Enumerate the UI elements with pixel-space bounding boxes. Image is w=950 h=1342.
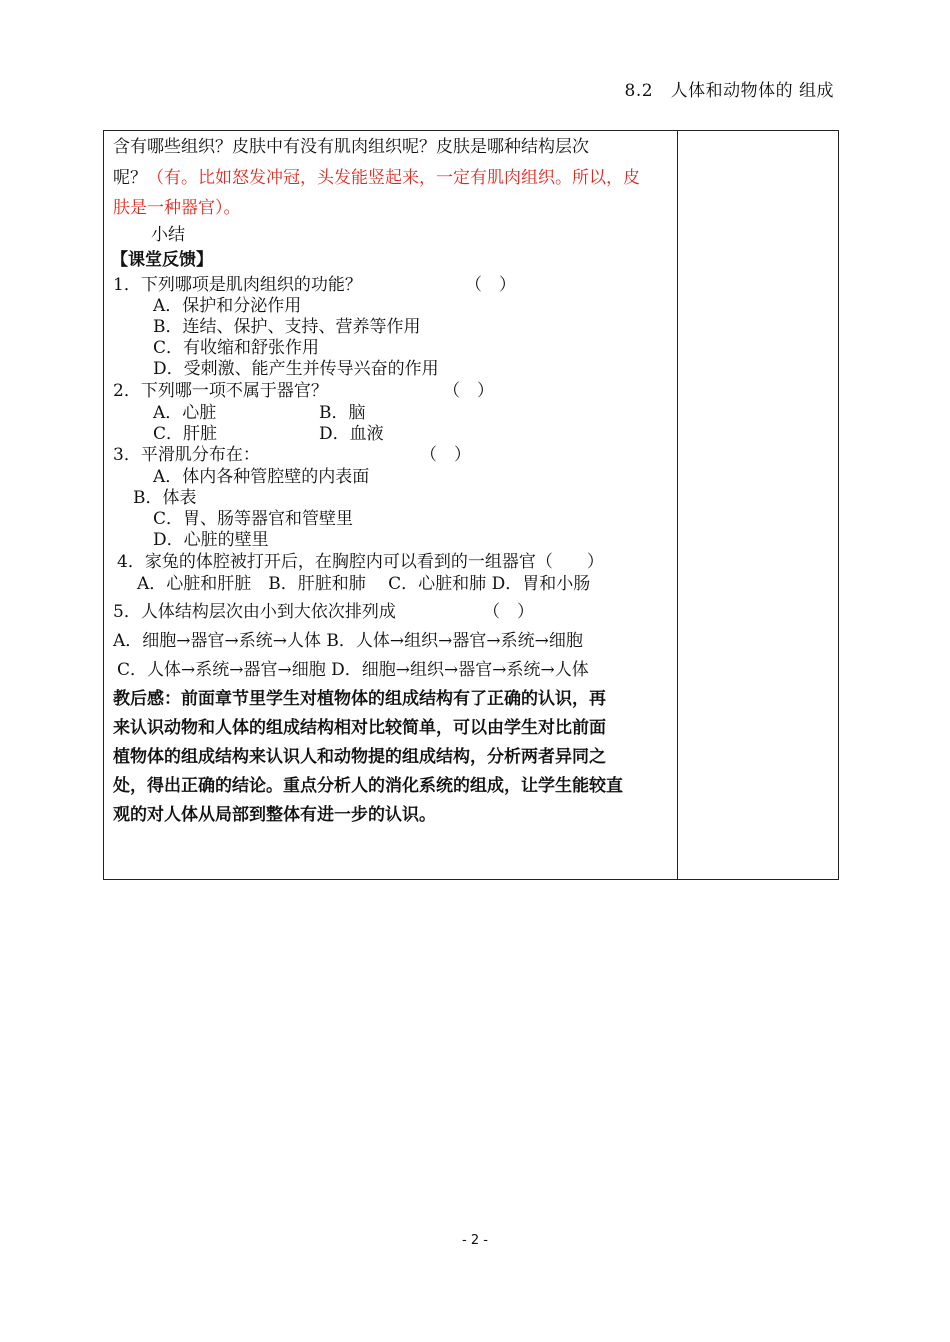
page-header-title: 8.2 人体和动物体的 组成 — [624, 81, 834, 101]
reflection-line-4: 处，得出正确的结论。重点分析人的消化系统的组成，让学生能较直 — [113, 776, 623, 796]
page-number: - 2 - — [462, 1233, 488, 1248]
question-4-options: A．心脏和肝脏 B．肝脏和肺 C．心脏和肺 D．胃和小肠 — [137, 574, 591, 594]
question-5-stem: 5．人体结构层次由小到大依次排列成 — [113, 602, 396, 622]
question-1-option-c: C．有收缩和舒张作用 — [153, 338, 320, 358]
intro-answer-line-3: 肤是一种器官）。 — [113, 198, 241, 218]
question-3-bracket: （ ） — [420, 445, 471, 465]
question-2-bracket: （ ） — [443, 381, 494, 401]
intro-answer-text: （有。比如怒发冲冠，头发能竖起来，一定有肌肉组织。所以，皮 — [147, 168, 640, 188]
feedback-heading: 【课堂反馈】 — [111, 250, 213, 270]
question-3-option-a: A．体内各种管腔壁的内表面 — [153, 467, 370, 487]
question-1-option-d: D．受刺激、能产生并传导兴奋的作用 — [153, 359, 439, 379]
question-5-bracket: （ ） — [483, 602, 534, 622]
reflection-line-1: 教后感：前面章节里学生对植物体的组成结构有了正确的认识，再 — [113, 689, 606, 709]
reflection-line-5: 观的对人体从局部到整体有进一步的认识。 — [113, 805, 436, 825]
intro-line-2-text: 呢？ — [113, 168, 147, 188]
question-5-options-cd: C．人体→系统→器官→细胞 D．细胞→组织→器官→系统→人体 — [117, 660, 589, 680]
question-4-stem: 4．家兔的体腔被打开后，在胸腔内可以看到的一组器官（ ） — [117, 552, 604, 572]
intro-line-1: 含有哪些组织？皮肤中有没有肌肉组织呢？皮肤是哪种结构层次 — [113, 137, 589, 157]
question-1-option-b: B．连结、保护、支持、营养等作用 — [153, 317, 421, 337]
question-2-option-d: D．血液 — [319, 424, 384, 444]
reflection-line-2: 来认识动物和人体的组成结构相对比较简单，可以由学生对比前面 — [113, 718, 606, 738]
question-5-options-ab: A．细胞→器官→系统→人体 B．人体→组织→器官→系统→细胞 — [113, 631, 583, 651]
question-2-stem: 2．下列哪一项不属于器官？ — [113, 381, 328, 401]
intro-line-2 — [113, 168, 640, 189]
question-1-bracket: （ ） — [465, 275, 516, 295]
reflection-line-3: 植物体的组成结构来认识人和动物提的组成结构，分析两者异同之 — [113, 747, 606, 767]
summary-label: 小结 — [151, 225, 185, 245]
column-divider — [677, 131, 678, 879]
question-1-option-a: A．保护和分泌作用 — [153, 296, 302, 316]
question-3-option-c: C．胃、肠等器官和管壁里 — [153, 509, 354, 529]
question-1-stem: 1．下列哪项是肌肉组织的功能？ — [113, 275, 362, 295]
question-2-option-b: B．脑 — [319, 403, 366, 423]
question-2-option-a: A．心脏 — [153, 403, 217, 423]
question-3-option-b: B．体表 — [133, 488, 197, 508]
question-2-option-c: C．肝脏 — [153, 424, 218, 444]
question-3-stem: 3．平滑肌分布在： — [113, 445, 260, 465]
question-3-option-d: D．心脏的壁里 — [153, 530, 269, 550]
lesson-table — [103, 130, 839, 880]
